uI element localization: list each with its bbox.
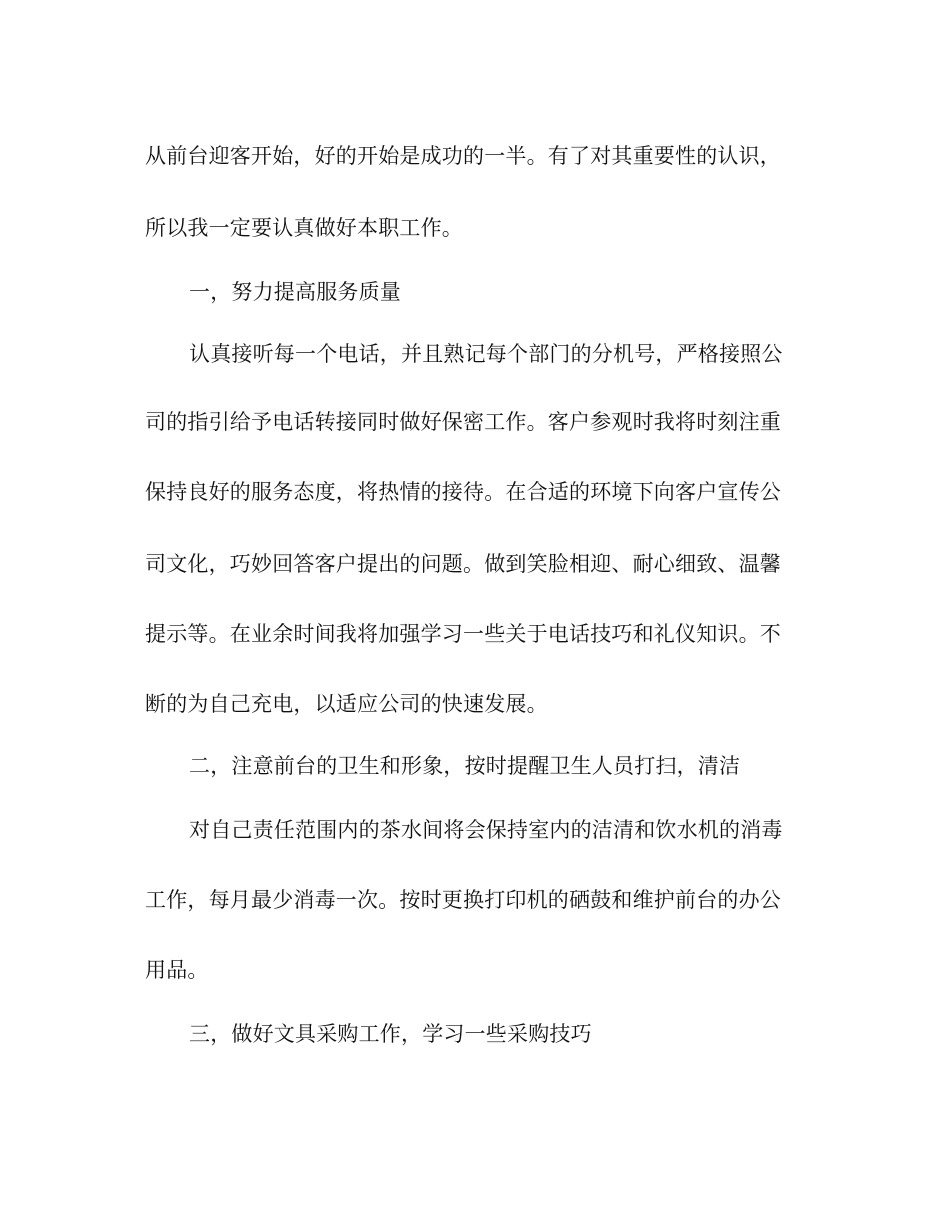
paragraph-1-line-1: 认真接听每一个电话，并且熟记每个部门的分机号，严格接照公: [189, 342, 783, 366]
section-heading-2: 二，注意前台的卫生和形象，按时提醒卫生人员打扫，清洁: [189, 754, 741, 778]
body-line-2: 所以我一定要认真做好本职工作。: [145, 216, 463, 240]
paragraph-2-line-3: 用品。: [145, 958, 209, 982]
paragraph-1-line-3: 保持良好的服务态度，将热情的接待。在合适的环境下向客户宣传公: [145, 480, 781, 504]
body-line-1: 从前台迎客开始，好的开始是成功的一半。有了对其重要性的认识，: [145, 144, 781, 168]
paragraph-1-line-2: 司的指引给予电话转接同时做好保密工作。客户参观时我将时刻注重: [145, 410, 781, 434]
section-heading-3: 三，做好文具采购工作，学习一些采购技巧: [189, 1022, 592, 1046]
paragraph-1-line-4: 司文化，巧妙回答客户提出的问题。做到笑脸相迎、耐心细致、温馨: [145, 552, 781, 576]
paragraph-1-line-5: 提示等。在业余时间我将加强学习一些关于电话技巧和礼仪知识。不: [145, 622, 781, 646]
paragraph-2-line-2: 工作，每月最少消毒一次。按时更换打印机的硒鼓和维护前台的办公: [145, 888, 781, 912]
paragraph-2-line-1: 对自己责任范围内的茶水间将会保持室内的洁清和饮水机的消毒: [189, 818, 783, 842]
section-heading-1: 一，努力提高服务质量: [189, 280, 401, 304]
paragraph-1-line-6: 断的为自己充电，以适应公司的快速发展。: [145, 692, 548, 716]
